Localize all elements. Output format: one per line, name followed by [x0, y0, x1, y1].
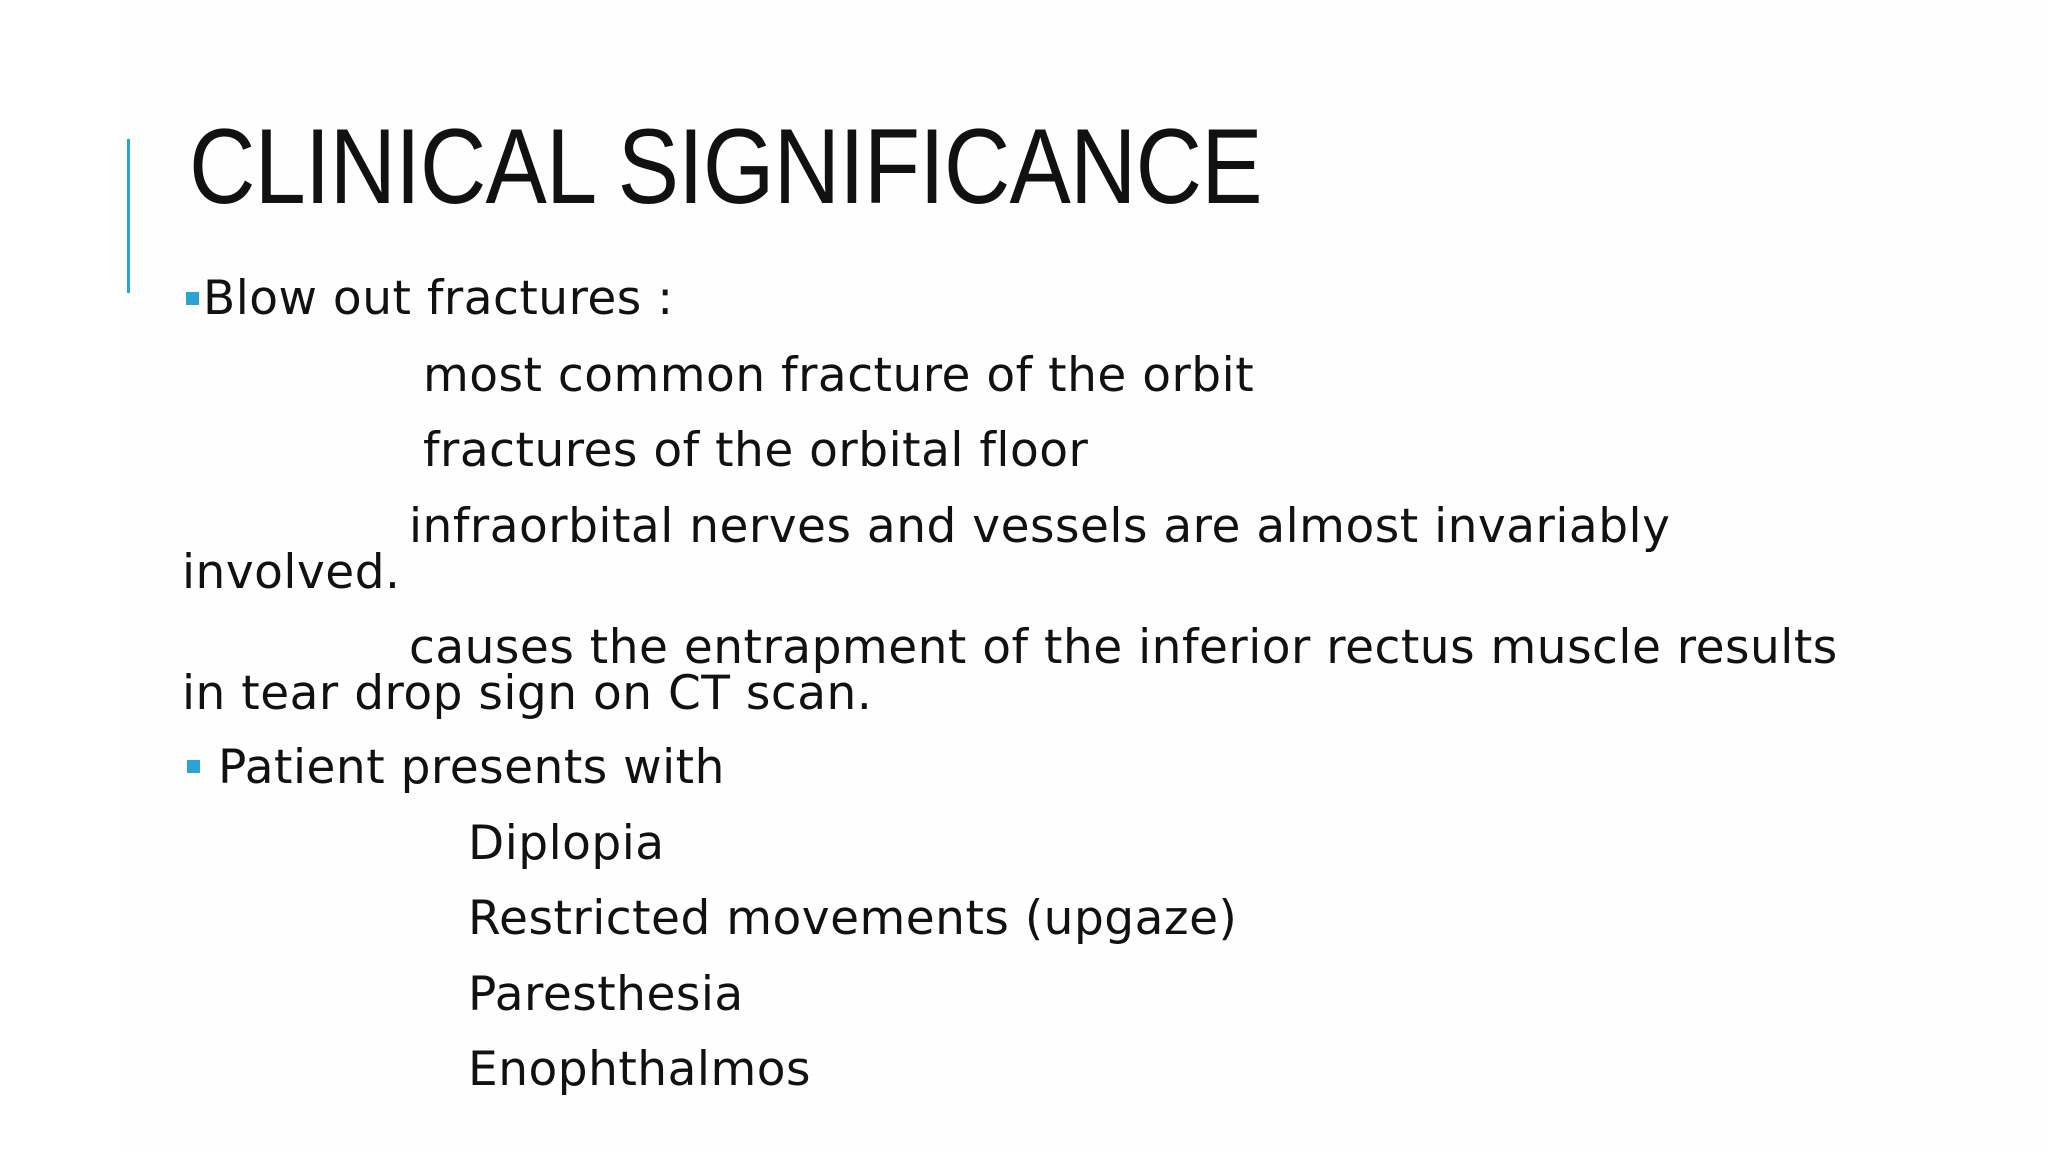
- bullet-1-paragraph-1-line-1: infraorbital nerves and vessels are almost invariably: [409, 499, 1671, 554]
- bullet-1-subitem-2: fractures of the orbital floor: [423, 423, 1089, 478]
- slide-title: CLINICAL SIGNIFICANCE: [189, 106, 1262, 226]
- bullet-1-subitem-1: most common fracture of the orbit: [423, 348, 1255, 403]
- bullet-2-label: Patient presents with: [218, 740, 725, 795]
- bullet-2-subitem-2: Restricted movements (upgaze): [468, 891, 1238, 946]
- bullet-marker-2: [187, 760, 200, 773]
- bullet-2-subitem-1: Diplopia: [468, 816, 665, 871]
- bullet-marker-1: [186, 292, 199, 305]
- bullet-1-label: Blow out fractures :: [203, 271, 674, 326]
- bullet-1-paragraph-1-line-2: involved.: [182, 545, 401, 600]
- title-accent-bar: [127, 139, 130, 293]
- bullet-1-paragraph-2-line-1: causes the entrapment of the inferior rectus muscle results: [409, 620, 1838, 675]
- bullet-1-paragraph-2-line-2: in tear drop sign on CT scan.: [182, 666, 873, 721]
- bullet-2-subitem-3: Paresthesia: [468, 967, 744, 1022]
- bullet-2-subitem-4: Enophthalmos: [468, 1042, 811, 1097]
